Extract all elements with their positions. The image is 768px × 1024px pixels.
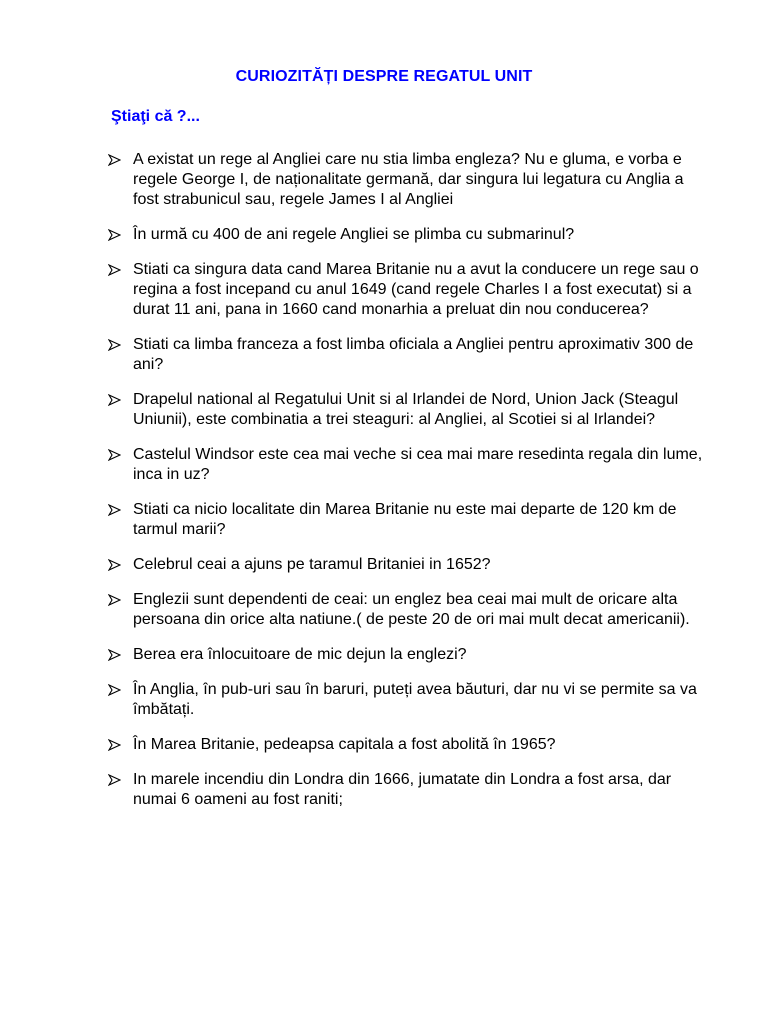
arrowhead-bullet-icon (108, 229, 121, 241)
list-item (108, 150, 708, 210)
list-item (108, 735, 708, 755)
facts-list (108, 150, 708, 825)
arrowhead-bullet-icon (108, 504, 121, 516)
list-item-text: Drapelul national al Regatului Unit si al Irlandei de Nord, Union Jack (Steagul Uniunii), este combinatia a trei steaguri: al Angliei, al Scotiei si al Irlandei? (133, 391, 679, 428)
list-item-text: În Anglia, în pub-uri sau în baruri, puteți avea băuturi, dar nu vi se permite sa va îmbătați. (133, 681, 697, 718)
list-item (108, 260, 708, 320)
list-item-text: Stiati ca nicio localitate din Marea Britanie nu este mai departe de 120 km de tarmul marii? (133, 501, 677, 538)
list-item (108, 500, 708, 540)
list-item-text: Stiati ca singura data cand Marea Britanie nu a avut la conducere un rege sau o regina a fost incepand cu anul 1649 (cand regele Charles I a fost executat) si a durat 11 ani, pana in 1660 cand monarhia a preluat din nou conducerea? (133, 261, 699, 318)
list-item (108, 645, 708, 665)
arrowhead-bullet-icon (108, 264, 121, 276)
list-item (108, 590, 708, 630)
list-item-text: Castelul Windsor este cea mai veche si cea mai mare resedinta regala din lume, inca in uz? (133, 446, 703, 483)
list-item-text: Englezii sunt dependenti de ceai: un englez bea ceai mai mult de oricare alta persoana din orice alta natiune.( de peste 20 de ori mai mult decat americanii). (133, 591, 690, 628)
arrowhead-bullet-icon (108, 649, 121, 661)
arrowhead-bullet-icon (108, 739, 121, 751)
list-item-text: A existat un rege al Angliei care nu stia limba engleza? Nu e gluma, e vorba e regele George I, de naționalitate germană, dar singura lui legatura cu Anglia a fost strabunicul sau, regele James I al Angliei (133, 151, 684, 208)
list-item (108, 225, 708, 245)
document-subtitle: Ştiaţi că ?... (111, 108, 200, 125)
list-item-text: Berea era înlocuitoare de mic dejun la englezi? (133, 646, 467, 663)
list-item (108, 680, 708, 720)
arrowhead-bullet-icon (108, 774, 121, 786)
list-item (108, 335, 708, 375)
arrowhead-bullet-icon (108, 339, 121, 351)
arrowhead-bullet-icon (108, 394, 121, 406)
arrowhead-bullet-icon (108, 449, 121, 461)
list-item-text: În Marea Britanie, pedeapsa capitala a fost abolită în 1965? (133, 736, 556, 753)
list-item-text: In marele incendiu din Londra din 1666, jumatate din Londra a fost arsa, dar numai 6 oameni au fost raniti; (133, 771, 672, 808)
document-title: CURIOZITĂȚI DESPRE REGATUL UNIT (235, 68, 533, 85)
arrowhead-bullet-icon (108, 154, 121, 166)
arrowhead-bullet-icon (108, 684, 121, 696)
arrowhead-bullet-icon (108, 594, 121, 606)
list-item (108, 770, 708, 810)
list-item-text: Stiati ca limba franceza a fost limba oficiala a Angliei pentru aproximativ 300 de ani? (133, 336, 694, 373)
arrowhead-bullet-icon (108, 559, 121, 571)
list-item (108, 445, 708, 485)
list-item-text: În urmă cu 400 de ani regele Angliei se plimba cu submarinul? (133, 226, 575, 243)
list-item-text: Celebrul ceai a ajuns pe taramul Britaniei in 1652? (133, 556, 491, 573)
list-item (108, 555, 708, 575)
list-item (108, 390, 708, 430)
